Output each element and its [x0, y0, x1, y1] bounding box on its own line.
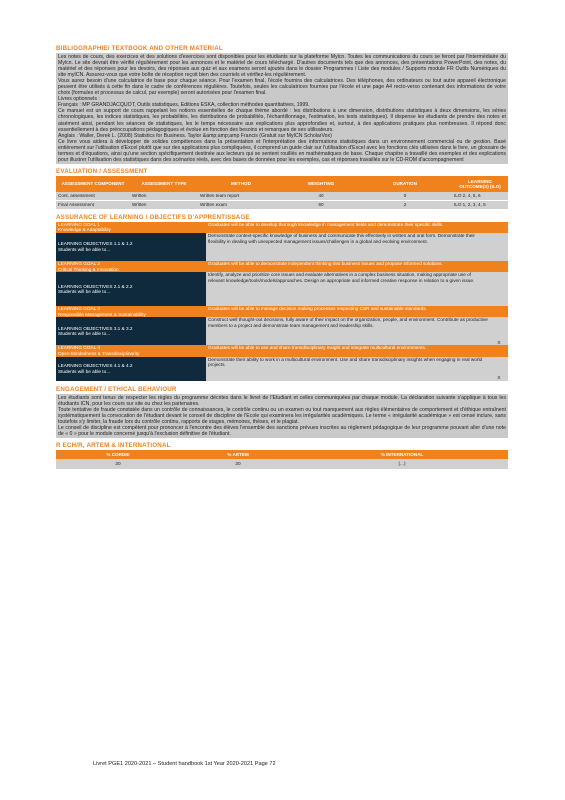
- objective-row: [56, 357, 508, 381]
- biblio-paragraph: Vous aurez besoin d'une calculatrice de base pour chaque séance. Pour l'examen final, l'école fournira des calculatrices. Des téléphones, des ordinateurs ou tout autre appareil électronique peuvent être utilisés à cette fin dans le cadre de conférences régulières. Toutefois, seules les calculatrices fournies par l'école et une page A4 recto-verso contenant des informations de votre choix (formules et processus de calcul, par exemple) seront autorisées pour l'examen final.: [58, 78, 506, 97]
- engagement-paragraph: Le conseil de discipline est compétent pour prononcer à l'encontre des élèves l'ensemble des sanctions prévues inscrites au règlement pédagogique de leur programme pouvant aller d'une note de « 0 » pour le module concerné jusqu'à l'exclusion définitive de l'étudiant.: [58, 424, 506, 437]
- column-header: WEIGHTING: [284, 176, 358, 192]
- objective-mark: [490, 233, 508, 261]
- table-cell: Cont. assessment: [56, 192, 130, 201]
- biblio-body: [56, 53, 508, 164]
- table-cell: ILO 1, 2, 3, 4, 5: [452, 200, 508, 209]
- goal-title: LEARNING GOAL 2 Critical Thinking & Innovation: [56, 261, 206, 272]
- evaluation-heading: EVALUATION / ASSESSMENT: [56, 167, 148, 175]
- engagement-paragraph: Les étudiants sont tenus de respecter les règles du programme décrites dans le livret de l'Etudiant et celles communiquées par chaque module. La déclaration suivante s'applique à tous les étudiants ICN, pour les cours sur site ou chez les partenaires.: [58, 394, 506, 407]
- column-header: LEARNING OUTCOME(S) (ILO): [452, 176, 508, 192]
- biblio-paragraph: Les notes de cours, des exercices et des solutions d'exercices sont disponibles pour les étudiants sur la plateforme Mylcn. Toutes les communications du cours se feront par l'intermédiaire du Mylcn. Le site devrait être vérifié régulièrement pour les annonces et le matériel de cours téléchargé. D'autres documents tels que des annonces, des présentations PowerPoint, des notes, du matériel et des réponses pour les devoirs, des réponses aux quiz et aux examens seront ajoutés dans le dossier Programmes / Liste des modules / Supports module FR Outils Numériques du site myICN. Assurez-vous que votre boîte de réception reçoit bien des courriels et vérifiez-les régulièrement.: [58, 54, 506, 79]
- table-cell: 40: [284, 192, 358, 201]
- table-cell: Written exam: [198, 200, 284, 209]
- objective-description: Demonstrate their ability to work in a multicultural environment. Use and share transdisciplinary insights when engaging in real world projects.: [206, 357, 490, 381]
- biblio-paragraph: Anglais : Waller, Derek L. (2008) Statistics for Business. Taylor &amp;amp;amp Francis (Gratuit sur MyICN ScholarVox): [58, 132, 332, 139]
- goal-description: Graduates will be able to develop thorough knowledge in management fields and demonstrate their specific skills.: [206, 222, 508, 233]
- objective-title: LEARNING OBJECTIVES 1.1 & 1.2 Students will be able to...: [56, 233, 206, 261]
- engagement-heading: ENGAGEMENT / ETHICAL BEHAVIOUR: [56, 385, 177, 393]
- table-row: [56, 459, 508, 469]
- goal-row: [56, 261, 508, 272]
- table-cell: 20: [180, 459, 296, 469]
- column-header: % CORDIE: [56, 450, 180, 459]
- objective-mark: X: [490, 317, 508, 345]
- biblio-paragraph: Ce manuel est un support de cours rappelant les notions essentielles de chaque thème abordé : les distributions à une dimension, distributions statistiques à deux dimensions, les séries chronologiques, les indices statistiques, les probabilités, les distributions de probabilités, l'échantillonnage, l'estimation, les tests statistiques). Il dispense les étudiants de prendre des notes et aisément ainsi, pendant les séances de statistiques, les le temps nécessaire aux explications plus approfondies et, surtout, à des applications pratiques plus nombreuses. Il répond donc essentiellement à des préoccupations pédagogiques et évolue en fonction des besoins et remarques de ses utilisateurs.: [58, 108, 506, 133]
- column-header: ASSESSMENT COMPONENT: [56, 176, 130, 192]
- table-cell: Written: [130, 192, 198, 201]
- table-cell: Written team report: [198, 192, 284, 201]
- assurance-table: [56, 222, 508, 381]
- engagement-body: [56, 394, 508, 438]
- column-header: METHOD: [198, 176, 284, 192]
- recherche-heading: R ECH/R, ARTEM & INTERNATIONAL: [56, 441, 171, 449]
- table-cell: Final Assessment: [56, 200, 130, 209]
- objective-description: Identify, analyze and prioritize core issues and evaluate alternatives in a complex business situation, making appropriate use of relevant knowledge/tools/models/approaches. Design an appropriate and informed creative response in relation to a given issue.: [206, 272, 490, 306]
- objective-title: LEARNING OBJECTIVES 3.1 & 3.2 Students will be able to...: [56, 317, 206, 345]
- objective-title: LEARNING OBJECTIVES 2.1 & 2.2 Students will be able to...: [56, 272, 206, 306]
- column-header: % ARTEM: [180, 450, 296, 459]
- table-row: [56, 192, 508, 201]
- objective-row: [56, 272, 508, 306]
- objective-row: [56, 233, 508, 261]
- objective-row: [56, 317, 508, 345]
- evaluation-table: [56, 176, 508, 210]
- column-header: % INTERNATIONAL: [296, 450, 508, 459]
- goal-title: LEARNING GOAL 3 Responsible Management & Sustainability: [56, 306, 206, 317]
- goal-description: Graduates will be able to use and share transdisciplinary insight and integrate multicultural environments.: [206, 345, 508, 356]
- table-row: [56, 200, 508, 209]
- table-cell: 2: [358, 200, 452, 209]
- assurance-heading: ASSURANCE OF LEARNING / OBJECTIFS D'APPRENTISSAGE: [56, 213, 250, 221]
- objective-mark: X: [490, 357, 508, 381]
- goal-title: LEARNING GOAL 4 Open-Mindedness & Transdisciplinarity: [56, 345, 206, 356]
- biblio-paragraph: Français : MP GRANDJACQUOT, Outils statistiques, Editions ESKA, collection méthodes quantitatives, 1999.: [58, 102, 310, 109]
- table-cell: 20: [56, 459, 180, 469]
- table-cell: Written: [130, 200, 198, 209]
- table-header-row: [56, 176, 508, 192]
- table-cell: 0: [358, 192, 452, 201]
- objective-title: LEARNING OBJECTIVES 4.1 & 4.2 Students will be able to...: [56, 357, 206, 381]
- goal-row: [56, 222, 508, 233]
- recherche-table: [56, 450, 508, 469]
- column-header: ASSESSMENT TYPE: [130, 176, 198, 192]
- biblio-paragraph: Ce livre vous aidera à développer de solides compétences dans la présentation et l'interprétation des informations statistiques dans un environnement commercial ou de gestion. Basé entièrement sur l'utilisation d'Excel plutôt que sur des applications plus compliquées, il comprend un guide clair sur l'utilisation d'Excel avec les fonctions clés utilisées dans le livre, un glossaire de termes et d'équations, ainsi qu'une section spécifiquement destinée aux lecteurs qui se sentent rouillés en mathématiques de base. Chaque chapitre a travaillé des exemples et des explications pour illustrer l'utilisation des statistiques dans des scénarios réels, avec des bases de données pour les exemples, cas et réponses travaillés sur le CD-ROM d'accompagnement: [58, 138, 506, 163]
- goal-title: LEARNING GOAL 1 Knowledge & Adaptability: [56, 222, 206, 233]
- column-header: DURATION: [358, 176, 452, 192]
- goal-row: [56, 345, 508, 356]
- biblio-heading: BIBLIOGRAPHIE/ TEXTBOOK AND OTHER MATERIAL: [56, 45, 223, 52]
- objective-mark: [490, 272, 508, 306]
- table-cell: 60: [284, 200, 358, 209]
- table-cell: (...): [296, 459, 508, 469]
- goal-description: Graduates will be able to demonstrate independent thinking into business issues and propose informed solutions.: [206, 261, 508, 272]
- page-footer: Livret PGE1 2020-2021 – Student handbook 1st Year 2020-2021 Page 72: [93, 761, 276, 767]
- table-header-row: [56, 450, 508, 459]
- engagement-paragraph: Toute tentative de fraude constatée dans un contrôle de connaissances, le contrôle continu ou un examen ou tout manquement aux règles élémentaires de comportement et d'éthique entraînent systématiquement la convocation de l'étudiant devant le conseil de discipline de l'Ecole qui examinera les irrégularités académiques. Le terme « irrégularité académique » est censé inclure, sans toutefois s'y limiter, la fraude lors du contrôle continu, rapports de stages, mémoires, thèses, et le plagiat.: [58, 406, 506, 425]
- goal-description: Graduates will be able to manage decision making processes respecting CSR and sustainable standards.: [206, 306, 508, 317]
- table-cell: ILO 2, 4, 5, 6: [452, 192, 508, 201]
- page-content: [56, 38, 508, 469]
- objective-description: Construct well thought-out decisions, fully aware of their impact on the organization, people, and environment. Contribute as productive members to a project and demonstrate team management and leadership skills.: [206, 317, 490, 345]
- biblio-paragraph: Livres optionnels :: [58, 96, 100, 103]
- objective-description: Demonstrate context-specific knowledge of business and communicate this effectively in written and oral form. Demonstrate their flexibility in dealing with unexpected management issues/challenges in a global and evolving environment.: [206, 233, 490, 261]
- goal-row: [56, 306, 508, 317]
